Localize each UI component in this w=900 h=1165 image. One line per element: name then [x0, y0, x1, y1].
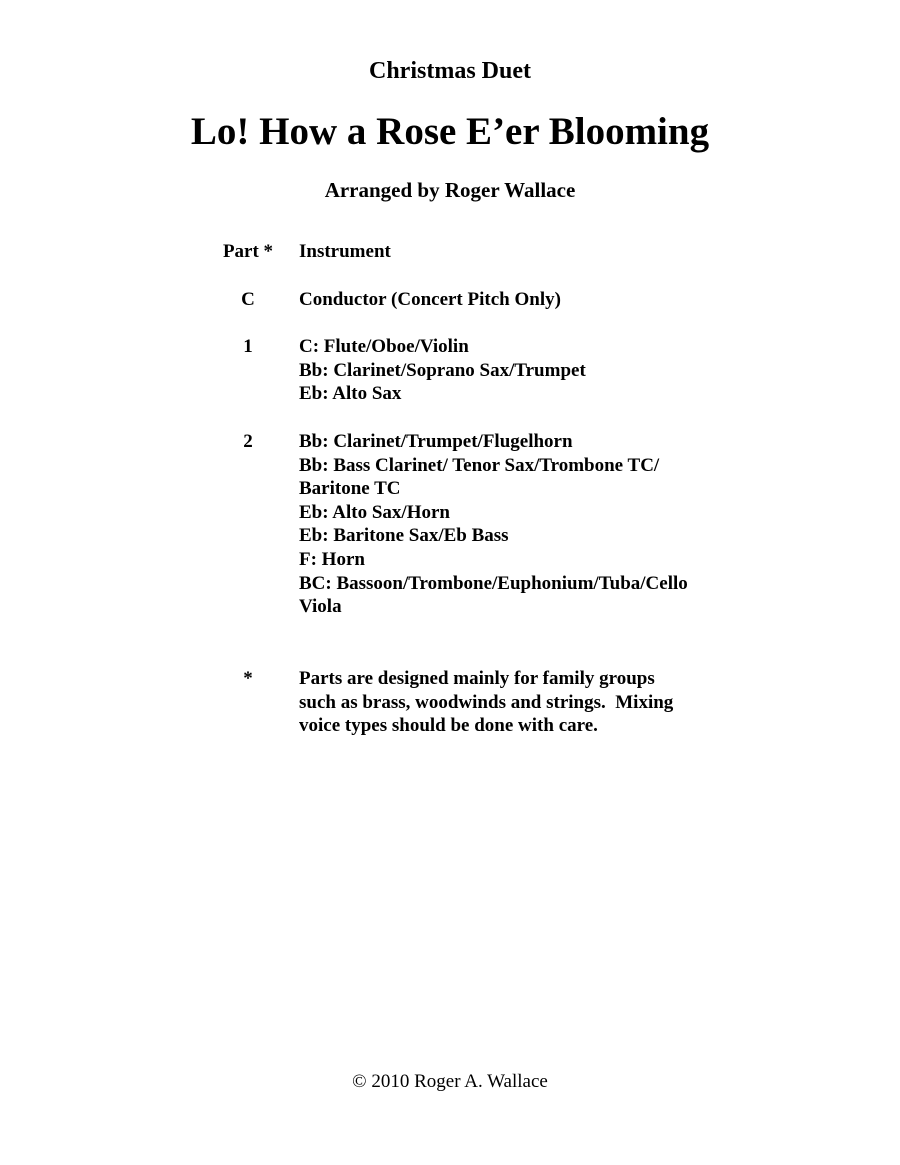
- instrument-line: Eb: Alto Sax/Horn: [299, 501, 450, 523]
- instrument-list: [299, 288, 759, 312]
- piece-title: Lo! How a Rose E’er Blooming: [190, 110, 710, 153]
- footnote-marker: *: [243, 668, 253, 689]
- instrument-line: Eb: Alto Sax: [299, 383, 402, 405]
- part-column-header: Part *: [222, 241, 274, 262]
- instrument-column-header: Instrument: [299, 241, 391, 262]
- instrument-line: Bb: Bass Clarinet/ Tenor Sax/Trombone TC/: [299, 454, 660, 476]
- footnote-line: Parts are designed mainly for family groups: [299, 668, 655, 689]
- instrument-line: C: Flute/Oboe/Violin: [299, 336, 469, 357]
- part-label: 1: [243, 336, 253, 357]
- instrument-line: Eb: Baritone Sax/Eb Bass: [299, 525, 509, 547]
- footnote-text: [299, 667, 759, 738]
- part-label: C: [241, 289, 255, 310]
- footnote-line: voice types should be done with care.: [299, 715, 598, 737]
- duet-subtitle: Christmas Duet: [369, 58, 531, 84]
- instrument-line: F: Horn: [299, 548, 365, 570]
- footnote-line: such as brass, woodwinds and strings. Mixing: [299, 691, 674, 713]
- copyright-notice: © 2010 Roger A. Wallace: [352, 1071, 548, 1092]
- instrument-line: Bb: Clarinet/Soprano Sax/Trumpet: [299, 359, 586, 381]
- arranger-credit: Arranged by Roger Wallace: [324, 178, 576, 202]
- instrument-line: Conductor (Concert Pitch Only): [299, 289, 561, 310]
- instrument-line: Viola: [299, 596, 342, 618]
- part-label: 2: [243, 431, 253, 452]
- instrument-line: Baritone TC: [299, 478, 401, 500]
- instrument-list: [299, 335, 759, 406]
- instrument-line: Bb: Clarinet/Trumpet/Flugelhorn: [299, 431, 573, 452]
- instrument-line: BC: Bassoon/Trombone/Euphonium/Tuba/Cello: [299, 572, 688, 594]
- instrument-list: [299, 430, 759, 619]
